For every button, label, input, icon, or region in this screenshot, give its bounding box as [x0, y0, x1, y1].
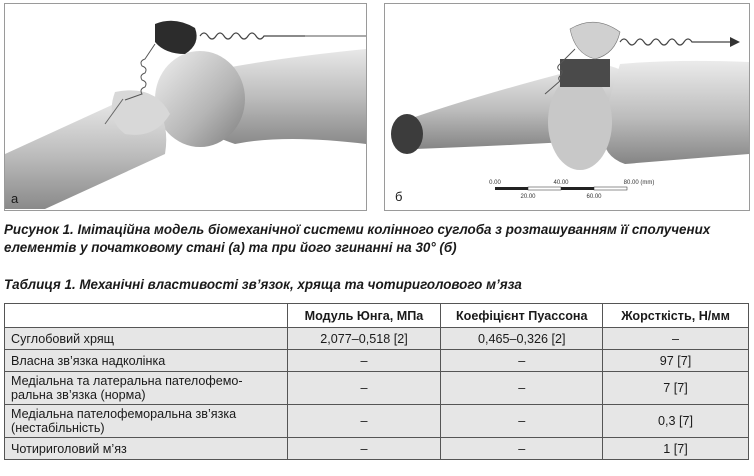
- row-name: Суглобовий хрящ: [5, 328, 288, 350]
- table-header-row: [5, 304, 749, 328]
- table-row: [5, 350, 749, 372]
- row-young: –: [287, 372, 441, 405]
- row-name: Медіальна пателофеморальна зв’язка (нестабільність): [5, 405, 288, 438]
- row-poisson: –: [441, 372, 603, 405]
- row-name: Чотириголовий м’яз: [5, 438, 288, 460]
- row-name: Власна зв’язка надколінка: [5, 350, 288, 372]
- row-stiffness: 1 [7]: [603, 438, 749, 460]
- row-young: 2,077–0,518 [2]: [287, 328, 441, 350]
- row-young: –: [287, 438, 441, 460]
- properties-table: [4, 303, 749, 460]
- figure-panel-a: [4, 3, 367, 211]
- table-row: [5, 372, 749, 405]
- knee-model-initial-image: [5, 4, 366, 210]
- row-name: Медіальна та латеральна пателофемо-ральна зв’язка (норма): [5, 372, 288, 405]
- scale-label-top-1: 40.00: [553, 180, 569, 186]
- header-stiffness: Жорсткість, Н/мм: [603, 304, 749, 328]
- table-row: [5, 328, 749, 350]
- scale-label-top-0: 0.00: [489, 180, 501, 186]
- header-young-modulus: Модуль Юнга, МПа: [287, 304, 441, 328]
- row-young: –: [287, 350, 441, 372]
- table-row: [5, 405, 749, 438]
- table-row: [5, 438, 749, 460]
- row-poisson: –: [441, 350, 603, 372]
- header-empty: [5, 304, 288, 328]
- panel-a-label: а: [11, 191, 19, 206]
- header-poisson-ratio: Коефіцієнт Пуассона: [441, 304, 603, 328]
- table-caption: Таблиця 1. Механічні властивості зв’язок, хряща та чотириголового м’яза: [4, 277, 522, 292]
- figure-caption: Рисунок 1. Імітаційна модель біомеханічної системи колінного суглоба з розташуванням її сполучених елементів у початковому стані (а) та при його згинанні на 30° (б): [4, 222, 711, 255]
- row-poisson: –: [441, 405, 603, 438]
- panel-b-label: б: [395, 189, 403, 204]
- row-stiffness: 97 [7]: [603, 350, 749, 372]
- scale-label-top-2: 80.00 (mm): [623, 180, 655, 186]
- row-poisson: 0,465–0,326 [2]: [441, 328, 603, 350]
- row-stiffness: 7 [7]: [603, 372, 749, 405]
- row-stiffness: –: [603, 328, 749, 350]
- figure-panel-b: [384, 3, 750, 211]
- row-poisson: –: [441, 438, 603, 460]
- scale-label-bottom-1: 60.00: [586, 194, 602, 200]
- knee-model-flexed-image: [385, 4, 749, 210]
- row-young: –: [287, 405, 441, 438]
- scale-label-bottom-0: 20.00: [520, 194, 536, 200]
- row-stiffness: 0,3 [7]: [603, 405, 749, 438]
- scale-bar: [489, 180, 654, 200]
